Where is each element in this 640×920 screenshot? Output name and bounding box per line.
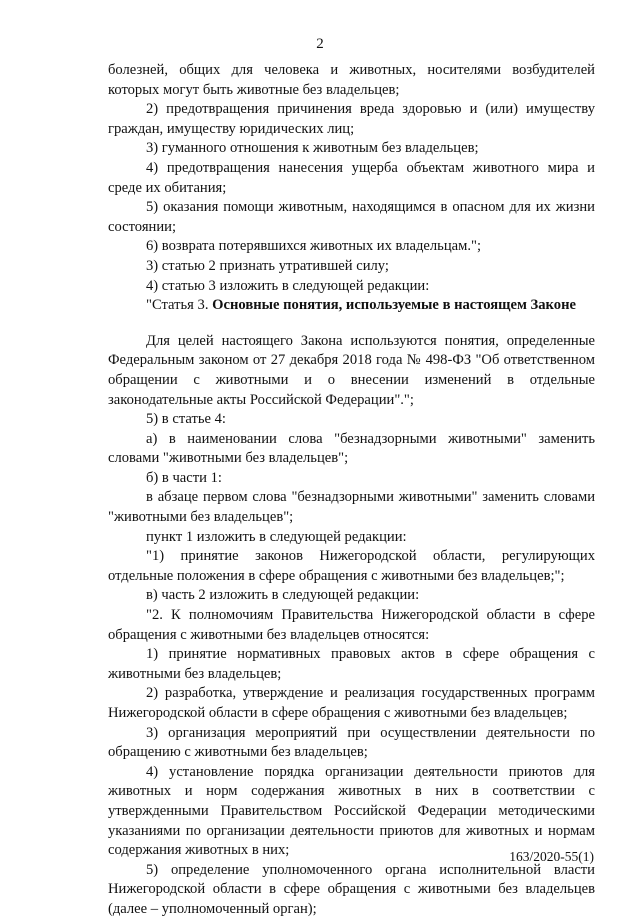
paragraph: 3) гуманного отношения к животным без владельцев; [146, 140, 479, 157]
page-number: 2 [316, 36, 324, 52]
paragraph: 5) определение уполномоченного органа исполнительной власти Нижегородской области в сфере обращения с животными без владельцев (далее – уполномоченный орган); [108, 861, 595, 917]
paragraph: 1) принятие нормативных правовых актов в сфере обращения с животными без владельцев; [108, 646, 595, 682]
paragraph: 4) статью 3 изложить в следующей редакции: [146, 277, 430, 294]
paragraph: "1) принятие законов Нижегородской области, регулирующих отдельные положения в сфере обращения с животными без владельцев;"; [108, 548, 595, 584]
paragraph: "2. К полномочиям Правительства Нижегородской области в сфере обращения с животными без владельцев относятся: [108, 607, 595, 643]
paragraph: пункт 1 изложить в следующей редакции: [146, 528, 407, 545]
paragraph: в абзаце первом слова "безнадзорными животными" заменить словами "животными без владельцев"; [108, 489, 595, 526]
paragraph: б) в части 1: [146, 469, 222, 486]
paragraph: 3) организация мероприятий при осуществлении деятельности по обращению с животными без владельцев; [108, 724, 595, 761]
paragraph: 4) установление порядка организации деятельности приютов для животных и норм содержания животных в них в соответствии с утвержденными Правительством Российской Федерации методическими указаниями по организации деятельности приютов для животных и нормам содержания животных в них; [108, 763, 595, 859]
paragraph: Для целей настоящего Закона используются понятия, определенные Федеральным законом от 27 декабря 2018 года № 498-ФЗ "Об ответственном обращении с животными и о внесении изменений в отдельные законодательные акты Российской Федерации"."; [108, 332, 595, 408]
paragraph: 3) статью 2 признать утратившей силу; [146, 257, 389, 274]
article-heading-prefix: "Статья 3. [146, 297, 213, 314]
paragraph: а) в наименовании слова "безнадзорными животными" заменить словами "животными без владельцев"; [108, 430, 595, 467]
paragraph: 4) предотвращения нанесения ущерба объектам животного мира и среде их обитания; [108, 159, 595, 196]
document-body [108, 61, 595, 920]
document-code: 163/2020-55(1) [509, 849, 594, 864]
paragraph: 2) предотвращения причинения вреда здоровью и (или) имуществу граждан, имуществу юридических лиц; [108, 101, 595, 137]
article-heading-title: Основные понятия, используемые в настоящем Законе [212, 297, 576, 314]
paragraph: в) часть 2 изложить в следующей редакции: [146, 587, 420, 604]
paragraph: болезней, общих для человека и животных, носителями возбудителей которых могут быть животные без владельцев; [108, 62, 595, 98]
article-heading [108, 296, 595, 316]
paragraph: 5) в статье 4: [146, 411, 226, 428]
paragraph: 2) разработка, утверждение и реализация государственных программ Нижегородской области в сфере обращения с животными без владельцев; [108, 685, 595, 721]
paragraph: 6) возврата потерявшихся животных их владельцам."; [146, 238, 482, 255]
paragraph: 5) оказания помощи животным, находящимся в опасном для их жизни состоянии; [108, 199, 595, 235]
